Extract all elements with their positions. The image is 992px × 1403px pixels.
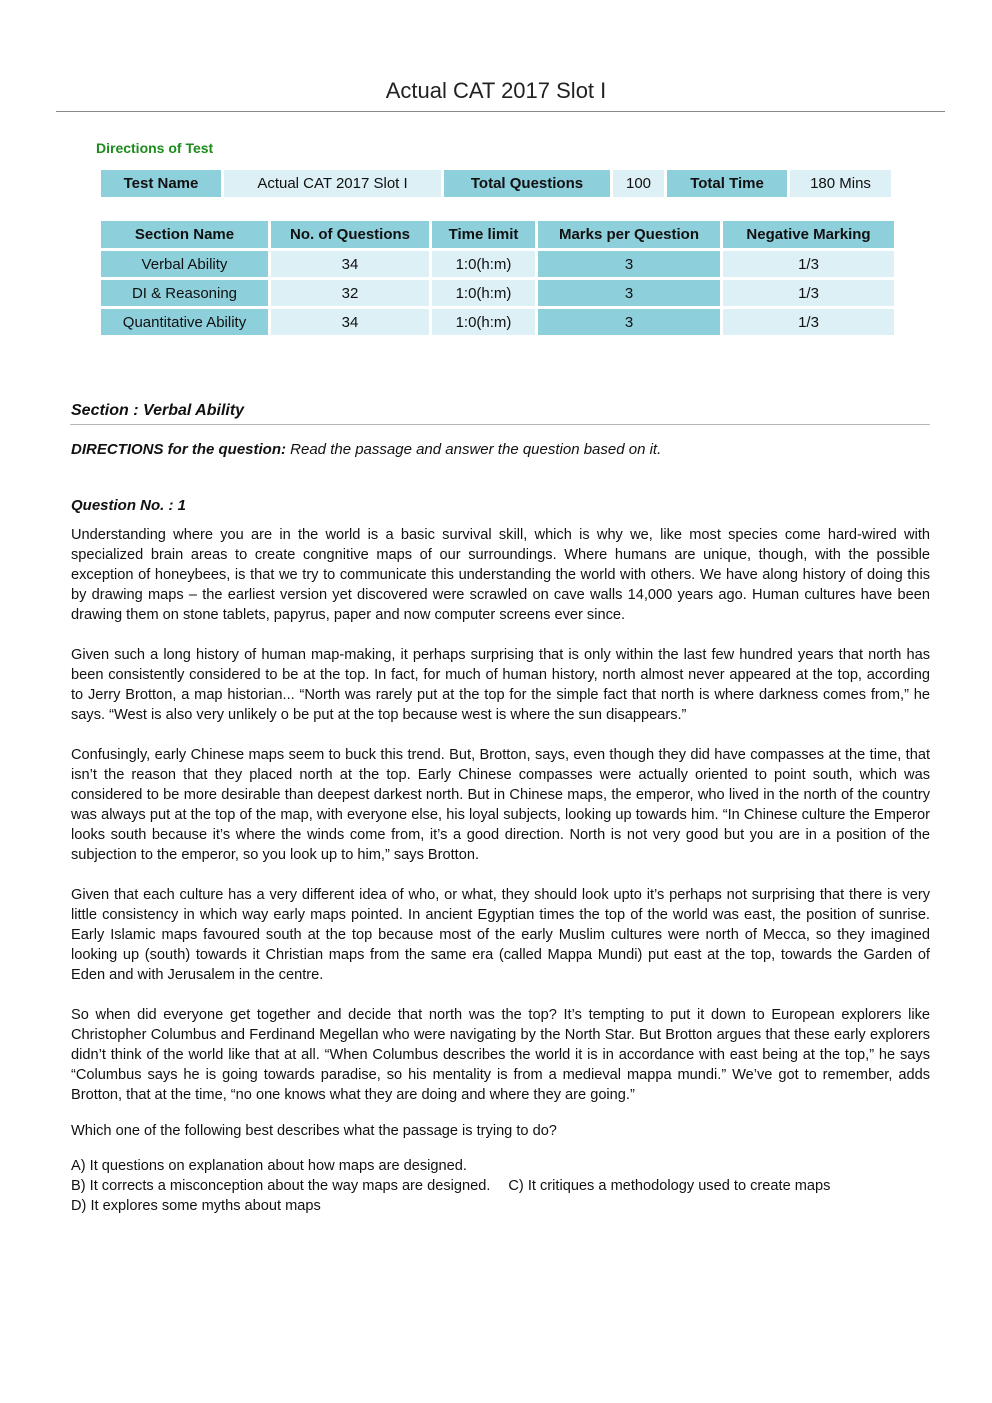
time-limit-cell: 1:0(h:m) — [432, 280, 535, 306]
passage-paragraph: So when did everyone get together and decide that north was the top? It’s tempting to put it down to European explorers like Christopher Columbus and Ferdinand Megellan who were navigating by the North Star. But Brotton argues that these early explorers didn’t think of the world like that at all. “When Columbus describes the world it is in accordance with east being at the top,” he says “Columbus says he is going towards paradise, so his mentality is from a medieval mappa mundi.” We’ve got to remember, adds Brotton, that at the time, “no one knows what they are doing and where they are going.” — [71, 1007, 930, 1103]
question-number: Question No. : 1 — [71, 497, 187, 514]
table-row — [101, 280, 894, 306]
test-name-label: Test Name — [101, 170, 221, 197]
questions-cell: 34 — [271, 309, 429, 335]
section-heading: Section : Verbal Ability — [71, 402, 245, 419]
marks-cell: 3 — [538, 309, 720, 335]
table-row — [101, 309, 894, 335]
directions-text: Read the passage and answer the question based on it. — [286, 441, 662, 458]
test-name-value: Actual CAT 2017 Slot I — [224, 170, 441, 197]
total-questions-label: Total Questions — [444, 170, 610, 197]
col-negative-marking: Negative Marking — [723, 221, 894, 248]
total-time-value: 180 Mins — [790, 170, 891, 197]
options-row-b-c — [71, 1176, 830, 1196]
answer-options — [71, 1156, 830, 1216]
passage — [71, 525, 930, 1125]
section-divider — [70, 424, 930, 425]
question-directions — [71, 441, 661, 458]
negative-marking-cell: 1/3 — [723, 309, 894, 335]
marks-cell: 3 — [538, 251, 720, 277]
test-info-row — [101, 170, 891, 197]
time-limit-cell: 1:0(h:m) — [432, 251, 535, 277]
passage-paragraph: Given such a long history of human map-making, it perhaps surprising that is only within the last few hundred years that north has been consistently considered to be at the top. In fact, for much of human history, north almost never appeared at the top, according to Jerry Brotton, a map historian... “North was rarely put at the top for the simple fact that north is where darkness comes from,” he says. “West is also very unlikely o be put at the top because west is where the sun disappears.” — [71, 647, 930, 723]
directions-of-test-label: Directions of Test — [96, 140, 214, 156]
table-row — [101, 251, 894, 277]
directions-label: DIRECTIONS for the question: — [71, 441, 286, 458]
sections-header-row — [101, 221, 894, 248]
total-questions-value: 100 — [613, 170, 664, 197]
col-no-of-questions: No. of Questions — [271, 221, 429, 248]
col-marks-per-question: Marks per Question — [538, 221, 720, 248]
option-a: A) It questions on explanation about how maps are designed. — [71, 1158, 467, 1174]
time-limit-cell: 1:0(h:m) — [432, 309, 535, 335]
marks-cell: 3 — [538, 280, 720, 306]
passage-paragraph: Given that each culture has a very different idea of who, or what, they should look upto it’s perhaps not surprising that there is very little consistency in which way early maps pointed. In ancient Egyptian times the top of the world was east, the position of sunrise. Early Islamic maps favoured south at the top because most of the early Muslim cultures were north of Mecca, so they imagined looking up (south) towards it Christian maps from the same era (called Mappa Mundi) put east at the top, towards the Garden of Eden and with Jerusalem in the centre. — [71, 887, 930, 983]
negative-marking-cell: 1/3 — [723, 280, 894, 306]
page-title: Actual CAT 2017 Slot I — [385, 78, 607, 103]
col-time-limit: Time limit — [432, 221, 535, 248]
passage-paragraph: Understanding where you are in the world is a basic survival skill, which is why we, like most species come hard-wired with specialized brain areas to create congnitive maps of our surroundings. Where humans are unique, though, with the possible exception of honeybees, is that we try to communicate this understanding the world with others. We have along history of doing this by drawing maps – the earliest version yet discovered were scrawled on cave walls 14,000 years ago. Human cultures have been drawing them on stone tablets, papyrus, paper and now computer screens ever since. — [71, 527, 930, 623]
questions-cell: 32 — [271, 280, 429, 306]
total-time-label: Total Time — [667, 170, 787, 197]
section-name-cell: DI & Reasoning — [101, 280, 268, 306]
col-section-name: Section Name — [101, 221, 268, 248]
option-b: B) It corrects a misconception about the way maps are designed. — [71, 1178, 491, 1194]
title-divider — [56, 111, 945, 112]
questions-cell: 34 — [271, 251, 429, 277]
option-c: C) It critiques a methodology used to create maps — [508, 1178, 831, 1194]
section-name-cell: Quantitative Ability — [101, 309, 268, 335]
section-name-cell: Verbal Ability — [101, 251, 268, 277]
negative-marking-cell: 1/3 — [723, 251, 894, 277]
question-prompt: Which one of the following best describes what the passage is trying to do? — [71, 1123, 557, 1139]
sections-table — [98, 218, 897, 338]
passage-paragraph: Confusingly, early Chinese maps seem to buck this trend. But, Brotton, says, even though they did have compasses at the time, that isn’t the reason that they placed north at the top. Early Chinese compasses were actually oriented to point south, which was considered to be more desirable than deepest darkest north. But in Chinese maps, the emperor, who lived in the north of the country was always put at the top of the map, with everyone else, his loyal subjects, looking up towards him. “In Chinese culture the Emperor looks south because it’s where the winds come from, it’s a good direction. North is not very good but you are in a position of the subjection to the emperor, so you look up to him,” says Brotton. — [71, 747, 930, 863]
option-d: D) It explores some myths about maps — [71, 1198, 321, 1214]
test-info-table — [98, 167, 894, 200]
